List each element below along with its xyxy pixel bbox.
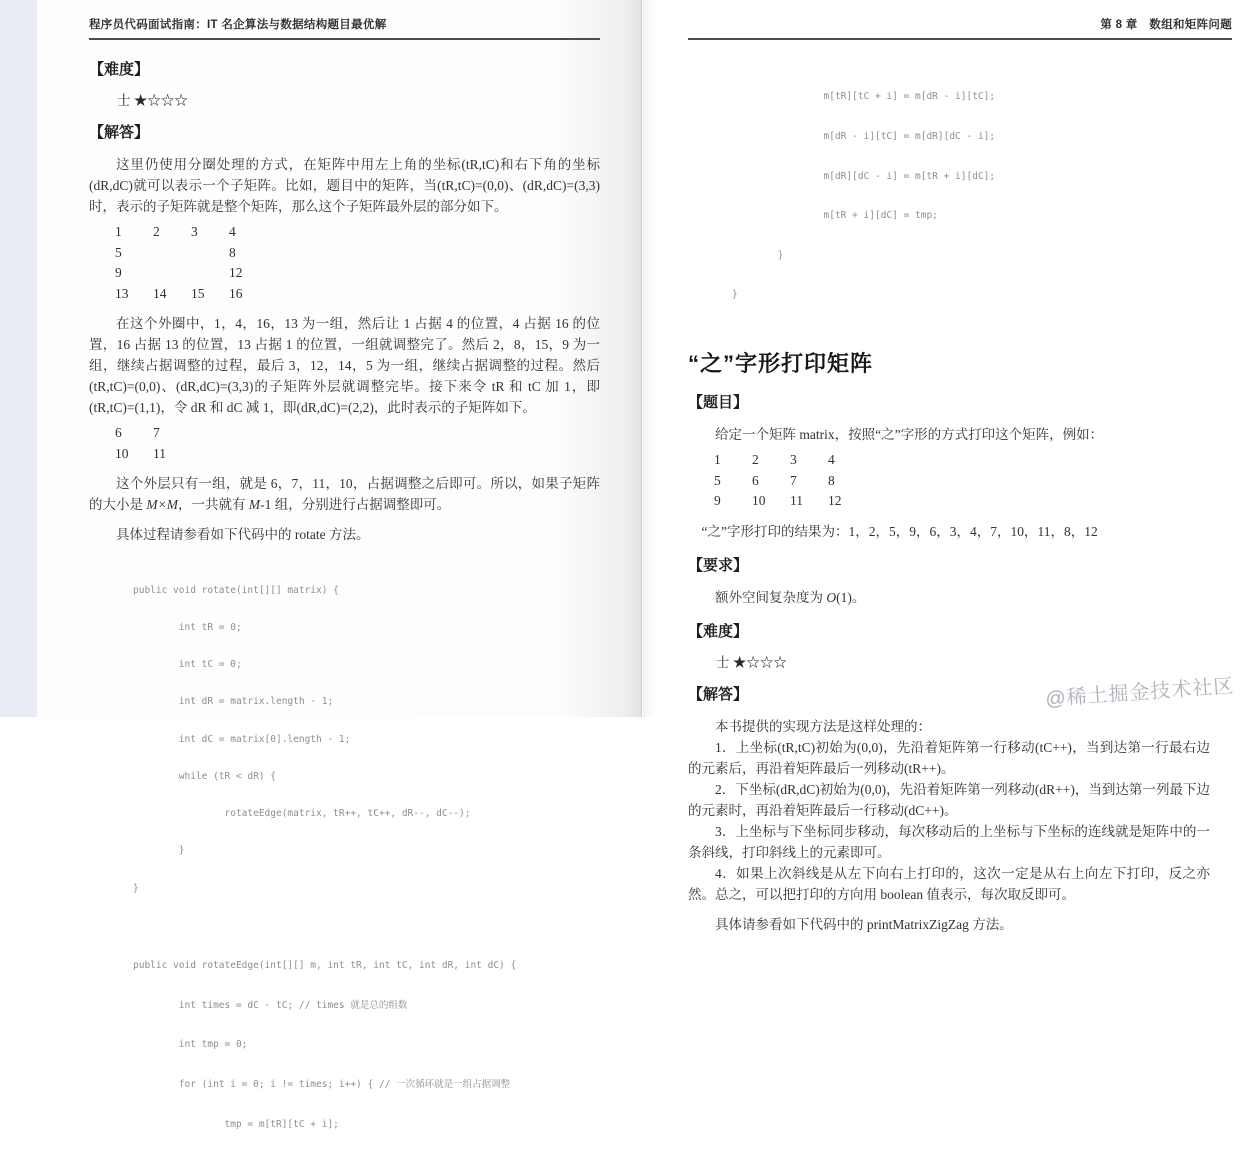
- difficulty-stars: 士 ★☆☆☆: [117, 93, 188, 108]
- code-line: int tmp = 0;: [133, 1039, 248, 1051]
- matrix-row: [714, 471, 1210, 492]
- matrix-row: [115, 243, 600, 264]
- code-line: }: [732, 289, 738, 301]
- code-line: }: [133, 882, 139, 894]
- matrix-cell: 8: [828, 472, 835, 488]
- step-item: 2．下坐标(dR,dC)初始为(0,0)，先沿着矩阵第一列移动(dR++)，当到达第一列最下边的元素时，再沿着矩阵最后一行移动(dC++)。: [688, 781, 1210, 818]
- code-line: int dR = matrix.length - 1;: [133, 696, 334, 708]
- paragraph-zigzag-hint: 具体请参看如下代码中的 printMatrixZigZag 方法。: [715, 916, 1013, 932]
- math-var: O: [826, 589, 837, 605]
- code-block-rotate-edge: [133, 933, 600, 1157]
- matrix-cell: 12: [229, 265, 243, 280]
- right-page-body: [688, 64, 1210, 935]
- text-run: 这个外层只有一组，就是 6，7，11，10，占据调整之后即可。所以，如果子矩阵的大小是: [89, 476, 600, 512]
- solution-steps: [688, 737, 1210, 905]
- matrix-cell: 11: [790, 493, 803, 509]
- code-line: }: [732, 249, 784, 261]
- step-item: 4．如果上次斜线是从左下向右上打印的，这次一定是从右上向左下打印，反之亦然。总之，可以把打印的方向用 boolean 值表示，每次取反即可。: [688, 865, 1210, 902]
- text-run: ，一共就有: [177, 497, 249, 512]
- code-line: int tR = 0;: [133, 622, 242, 634]
- paragraph-rotate-hint: 具体过程请参看如下代码中的 rotate 方法。: [116, 527, 370, 542]
- matrix-cell: 10: [752, 493, 766, 509]
- code-line: }: [133, 845, 185, 857]
- matrix-cell: 7: [790, 472, 797, 488]
- matrix-cell: 3: [191, 224, 198, 239]
- matrix-example: [714, 450, 1210, 512]
- matrix-cell: 5: [115, 244, 122, 260]
- math-var: M: [248, 497, 261, 512]
- code-line: int dC = matrix[0].length - 1;: [133, 733, 351, 745]
- matrix-row: [115, 222, 600, 243]
- matrix-cell: 4: [229, 224, 236, 239]
- matrix-cell: 1: [714, 452, 721, 468]
- matrix-cell: 2: [752, 452, 759, 468]
- paragraph-answer-intro: 本书提供的实现方法是这样处理的：: [715, 718, 931, 734]
- matrix-inner: [115, 423, 600, 464]
- matrix-cell: 3: [790, 452, 797, 468]
- matrix-row: [115, 263, 600, 284]
- matrix-cell: 8: [229, 244, 236, 260]
- code-line: tmp = m[tR][tC + i];: [133, 1118, 339, 1130]
- code-line: int times = dC - tC; // times 就是总的组数: [133, 999, 408, 1011]
- difficulty-stars: 士 ★☆☆☆: [716, 654, 787, 670]
- matrix-cell: 12: [828, 493, 842, 509]
- answer-heading: 【解答】: [89, 124, 150, 141]
- step-item: 1．上坐标(tR,tC)初始为(0,0)，先沿着矩阵第一行移动(tC++)，当到达第一行最右边的元素后，再沿着矩阵最后一列移动(tR++)。: [688, 739, 1210, 776]
- matrix-cell: 13: [115, 285, 129, 301]
- difficulty-heading: 【难度】: [89, 61, 150, 78]
- section-title: “之”字形打印矩阵: [688, 351, 874, 377]
- text-run: -1 组，分别进行占据调整即可。: [260, 497, 451, 512]
- text-run: (1)。: [836, 589, 866, 605]
- matrix-row: [115, 423, 600, 444]
- matrix-cell: 6: [115, 425, 122, 440]
- code-line: m[tR][tC + i] = m[dR - i][tC];: [732, 91, 996, 103]
- matrix-cell: 9: [115, 265, 122, 280]
- question-heading: 【题目】: [688, 394, 749, 412]
- code-line: m[dR - i][tC] = m[dR][dC - i];: [732, 131, 996, 143]
- matrix-cell: 7: [153, 425, 160, 440]
- matrix-cell: 10: [115, 445, 129, 461]
- running-head-right: 第 8 章 数组和矩阵问题: [688, 16, 1232, 40]
- paragraph-size: [89, 473, 600, 515]
- code-block-continuation: [732, 64, 1210, 328]
- answer-heading: 【解答】: [688, 685, 749, 703]
- matrix-cell: 5: [714, 472, 721, 488]
- right-page: [643, 0, 1240, 932]
- code-line: int tC = 0;: [133, 659, 242, 671]
- paragraph-intro: 这里仍使用分圈处理的方式，在矩阵中用左上角的坐标(tR,tC)和右下角的坐标(dR,dC)就可以表示一个子矩阵。比如，题目中的矩阵，当(tR,tC)=(0,0)、(dR,dC)=(3,3)时，表示的子矩阵就是整个矩阵，那么这个子矩阵最外层的部分如下。: [89, 157, 600, 214]
- matrix-outer: [115, 222, 600, 304]
- code-line: m[tR + i][dC] = tmp;: [732, 210, 938, 222]
- matrix-cell: 1: [115, 224, 122, 239]
- difficulty-heading: 【难度】: [688, 622, 749, 640]
- code-line: public void rotateEdge(int[][] m, int tR, int tC, int dR, int dC) {: [133, 960, 517, 972]
- math-var: M×M: [146, 497, 178, 512]
- matrix-cell: 6: [752, 472, 759, 488]
- paragraph-groups: 在这个外圈中，1，4，16，13 为一组，然后让 1 占据 4 的位置，4 占据 16 的位置，16 占据 13 的位置，13 占据 1 的位置，一组就调整完了。然后 2，8，15，9 为一组，继续占据调整的过程，最后 3，12，14，5 为一组，继续占据调整的过程。然后(tR,tC)=(0,0)、(dR,dC)=(3,3)的子矩阵外层就调整完毕。接下来令 tR 和 tC 加 1，即(tR,tC)=(1,1)，令 dR 和 dC 减 1，即(dR,dC)=(2,2)，此时表示的子矩阵如下。: [89, 316, 600, 415]
- matrix-row: [714, 450, 1210, 471]
- matrix-row: [115, 284, 600, 305]
- code-line: m[dR][dC - i] = m[tR + i][dC];: [732, 170, 996, 182]
- matrix-cell: 2: [153, 224, 160, 239]
- watermark: @稀土掘金技术社区: [1044, 675, 1235, 711]
- code-block-rotate: [133, 560, 600, 920]
- step-item: 3．上坐标与下坐标同步移动，每次移动后的上坐标与下坐标的连线就是矩阵中的一条斜线，打印斜线上的元素即可。: [688, 823, 1210, 860]
- left-page: [37, 0, 642, 1130]
- code-line: rotateEdge(matrix, tR++, tC++, dR--, dC--);: [133, 808, 471, 820]
- matrix-cell: 11: [153, 445, 166, 461]
- code-line: while (tR < dR) {: [133, 770, 276, 782]
- matrix-cell: 16: [229, 285, 243, 301]
- matrix-row: [714, 491, 1210, 512]
- running-head-left: 程序员代码面试指南：IT 名企算法与数据结构题目最优解: [89, 16, 600, 40]
- paragraph-require: [688, 587, 1210, 608]
- paragraph-result: “之”字形打印的结果为：1，2，5，9，6，3，4，7，10，11，8，12: [701, 523, 1098, 539]
- matrix-cell: 9: [714, 493, 721, 509]
- matrix-cell: 15: [191, 285, 205, 301]
- page-margin-strip: [0, 0, 37, 717]
- matrix-cell: 4: [828, 452, 835, 468]
- require-heading: 【要求】: [688, 556, 749, 574]
- matrix-cell: 14: [153, 285, 167, 301]
- code-line: for (int i = 0; i != times; i++) { // 一次循环就是一组占据调整: [133, 1079, 511, 1091]
- paragraph-question: 给定一个矩阵 matrix，按照“之”字形的方式打印这个矩阵，例如：: [715, 427, 1104, 443]
- text-run: 额外空间复杂度为: [715, 589, 827, 605]
- matrix-row: [115, 444, 600, 465]
- code-line: public void rotate(int[][] matrix) {: [133, 584, 339, 596]
